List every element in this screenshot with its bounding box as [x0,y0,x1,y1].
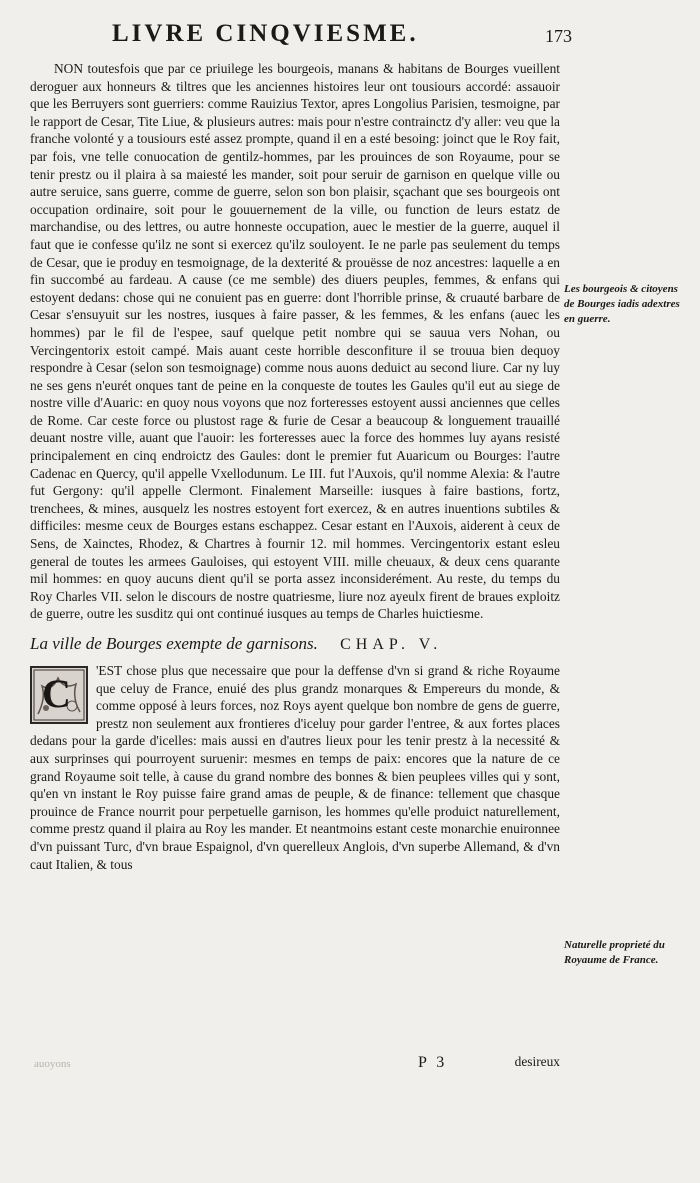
running-head [112,18,572,58]
margin-note-bourgeois: Les bourgeois & citoyens de Bourges iadis adextres en guerre. [564,283,680,325]
signature-mark: P 3 [418,1054,448,1071]
page-number: 173 [545,26,572,46]
bleed-through-text: auoyons [34,1058,71,1070]
running-head-title: LIVRE CINQVIESME. [112,20,419,47]
chapter-heading [30,633,560,656]
initial-letter: C [42,671,71,716]
ornamental-initial [30,666,88,724]
paragraph-chapter-five: 'EST chose plus que necessaire que pour la deffense d'vn si grand & riche Royaume que celuy de France, enuié des plus grandz monarques & Empereurs du monde, & comme opposé à leurs forces, noz Roys ayent quelque bon nombre de gens de guerre, prestz non seulement aux frontieres d'iceluy pour garder l'entree, & aux fortes places dedans pour la garde d'icelles: mais aussi en d'autres lieux pour les tenir prestz à la necessité & aux surprinses qui pourroyent suruenir: mesmes en temps de paix: encores que la nature de ce grand Royaume soit telle, à cause du grand nombre des bonnes & bien peuplees villes qui y sont, qu'en vn instant le Roy puisse faire grand amas de peuple, & de finance: tellement que chasque prouince de France nourrit pour perpetuelle garnison, les hommes qu'elle produict naturellement, comme prestz quand il plaira au Roy les mander. Et neantmoins estant ceste monarchie enuironnee d'vn puissant Turc, d'vn braue Espaignol, d'vn querelleux Anglois, d'vn superbe Allemand, & d'vn caut Italien, & tous [30,663,560,872]
paragraph-bourgeois: NON toutesfois que par ce priuilege les bourgeois, manans & habitans de Bourges vueillent deroguer aux honneurs & tiltres que les anciennes histoires leur ont tousiours accordé: assauoir que les Berruyers sont guerriers: comme Rauizius Textor, apres Longolius Parisien, tesmoigne, par le rapport de Cesar, Tite Liue, & plusieurs autres: mais pour n'estre contrainctz d'y aller: veu que la franche volonté y a tousiours esté assez prompte, quand il en a esté besoing: joinct que le Roy fait, par fois, vne telle conuocation de gentilz-hommes, par les prouinces de son Royaume, pour se tenir prestz ou il plaira à sa maiesté les mander, soit pour seruir de garnison en quelque ville ou autre seruice, sans guerre, comme de guerre, selon son bon plaisir, sçachant que ses bourgeois ont occupation ordinaire, soit pour le gouuernement de la ville, ou function de leurs estatz de marchandise, ou des lettres, ou autre honneste occupation, auec le mestier de la guerre, auquel il faut que ie confesse qu'ilz ne sont si exercez qu'ilz souloyent. Ie ne parle pas seulement du temps de Cesar, que ie produy en tesmoignage, de la dexterité & prouësse de noz ancestres: laquelle a en fin succombé au fardeau. A cause (ce me semble) des diuers peuples, femmes, & enfans qui estoyent dedans: chose qui ne conuient pas en guerre: dont l'horrible prinse, & cruauté barbare de Cesar s'ensuyuit sur les nostres, iusques à faire passer, & les femmes, & les enfans (auec les hommes) par le fil de l'espee, sauf quelque petit nombre qui se sauua vers Nohan, ou Vercingentorix estoit campé. Mais auant ceste horrible desconfiture il se trouua bien dequoy respondre à Cesar (selon son tesmoignage) comme nous auons deduict au second liure. Car ny luy ne ses gens n'eurét onques tant de peine en la conqueste de toutes les Gaules qu'il eut au siege de nostre ville d'Auaric: en quoy nous voyons que noz forteresses estoyent aussi anciennes que celles de Rome. Car ceste force ou plustost rage & furie de Cesar a beaucoup & longuement trauaillé deuant nostre ville, auant que l'auoir: les forteresses auec la force des hommes luy ayans resisté principalement en cinq endroictz des Gaules: dont le premier fut Auaricum ou Bourges: l'autre Cadenac en Quercy, qu'il appelle Vxellodunum. Le III. fut l'Auxois, qu'il nomme Alexia: & l'autre fut Gergony: qu'il appelle Clermont. Finalement Marseille: iusques à faire bastions, fortz, trenchees, & mines, ausquelz les nostres estoyent fort exercez, & en autres inuentions subtiles & difficiles: mesme ceux de Bourges estans eschappez. Cesar estant en l'Auxois, aiderent à ceux de Sens, de Xainctes, Rhodez, & Chartres à fournir 12. mil hommes. Vercingentorix estant esleu general de toutes les armees Gauloises, qui estoyent VIII. mille cheuaux, & deux cens quarante mil hommes: en quoy aucuns dient qu'il se porta assez inconsiderément. Au reste, du temps du Roy Charles VII. selon le discours de nostre quatriesme, liure noz ayeulx firent de braues exploitz de guerre, outre les susditz qui ont continué iusques au temps de Charles huictiesme. [30,61,560,622]
page-footer [30,1050,560,1074]
main-text-column [30,60,560,873]
margin-note-royaume: Naturelle proprieté du Royaume de France. [564,939,665,966]
catchword: desireux [514,1054,560,1069]
chapter-number: CHAP. V. [340,636,443,653]
chapter-title: La ville de Bourges exempte de garnisons. [30,634,318,653]
